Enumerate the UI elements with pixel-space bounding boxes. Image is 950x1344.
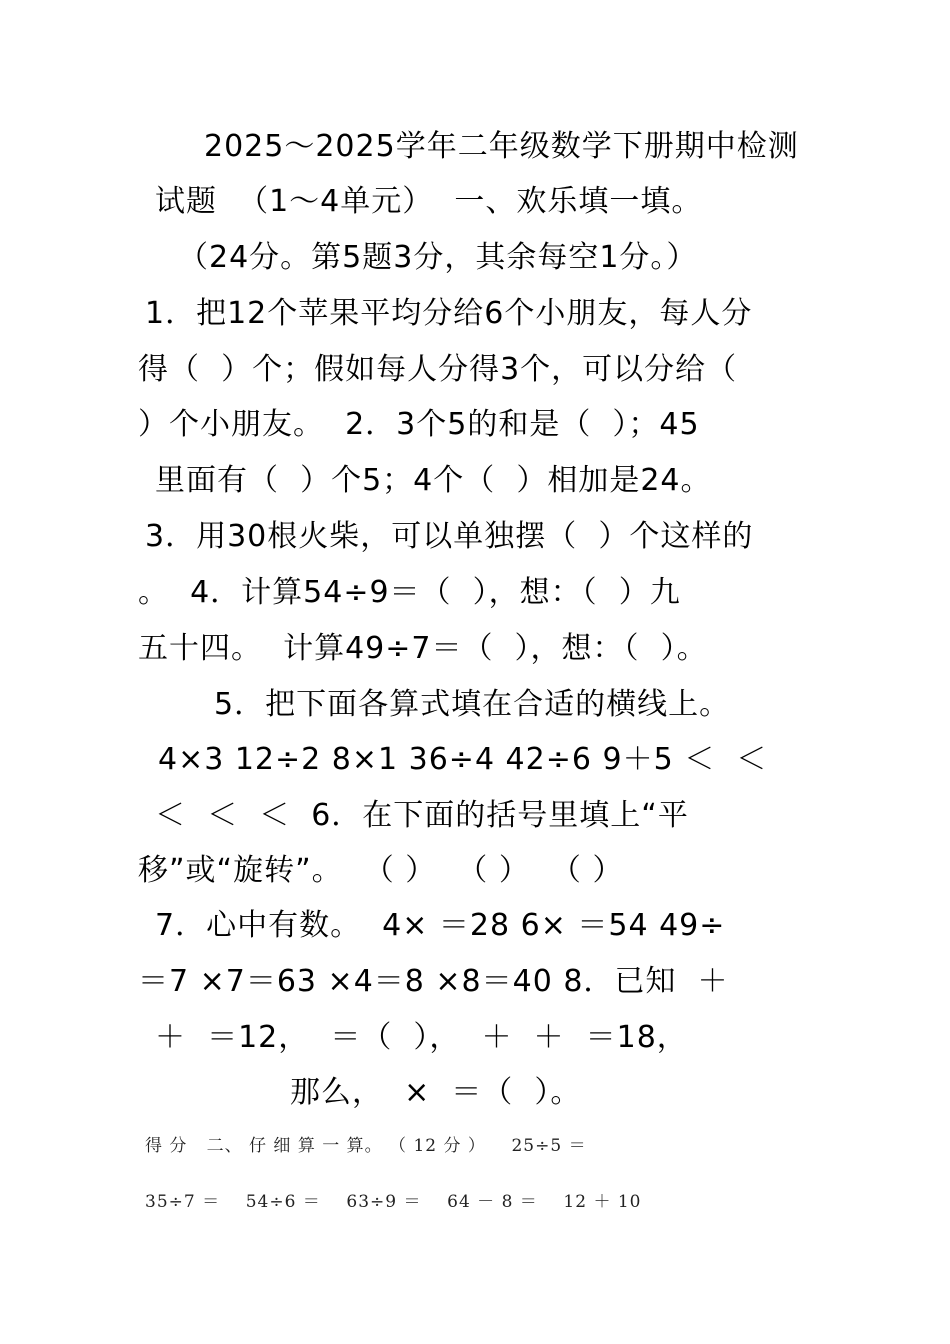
question-8-line-1: ＋ ＝12， ＝（ ）， ＋ ＋ ＝18， [155,1020,688,1055]
question-3-line: 3．用30根火柴，可以单独摆（ ）个这样的 [145,519,754,554]
question-8-line-2: 那么， × ＝（ ）。 [290,1075,582,1110]
question-2-line-1: ）个小朋友。 2．3个5的和是（ ）；45 [138,407,700,442]
question-1-line-1: 1．把12个苹果平均分给6个小朋友，每人分 [145,296,753,331]
question-5-prompt: 5．把下面各算式填在合适的横线上。 [214,687,731,722]
question-7-line-2: ＝7 ×7＝63 ×4＝8 ×8＝40 8．已知 ＋ [138,964,729,999]
question-4-line-1: 。 4．计算54÷9＝（ ），想：（ ）九 [138,575,681,610]
question-6-line-1: ＜ ＜ ＜ 6．在下面的括号里填上“平 [155,798,689,833]
title-line-1: 2025～2025学年二年级数学下册期中检测 [204,129,799,164]
title-line-2: 试题 （1～4单元） 一、欢乐填一填。 [155,184,703,219]
section-1-score-note: （24分。第5题3分，其余每空1分。） [178,240,698,275]
question-5-expressions: 4×3 12÷2 8×1 36÷4 42÷6 9＋5 ＜ ＜ [158,742,768,777]
question-2-line-2: 里面有（ ）个5；4个（ ）相加是24。 [155,463,712,498]
question-4-line-2: 五十四。 计算49÷7＝（ ），想：（ ）。 [138,631,708,666]
question-7-line-1: 7．心中有数。 4× ＝28 6× ＝54 49÷ [155,908,726,943]
section-2-header: 得 分 二、 仔 细 算 一 算。 （ 12 分 ） 25÷5 ＝ [145,1136,587,1156]
section-2-calculations: 35÷7 ＝ 54÷6 ＝ 63÷9 ＝ 64 － 8 ＝ 12 ＋ 10 [145,1192,642,1212]
question-6-line-2: 移”或“旋转”。 （ ） （ ） （ ） [138,853,624,888]
question-1-line-2: 得（ ）个；假如每人分得3个，可以分给（ [138,352,738,387]
